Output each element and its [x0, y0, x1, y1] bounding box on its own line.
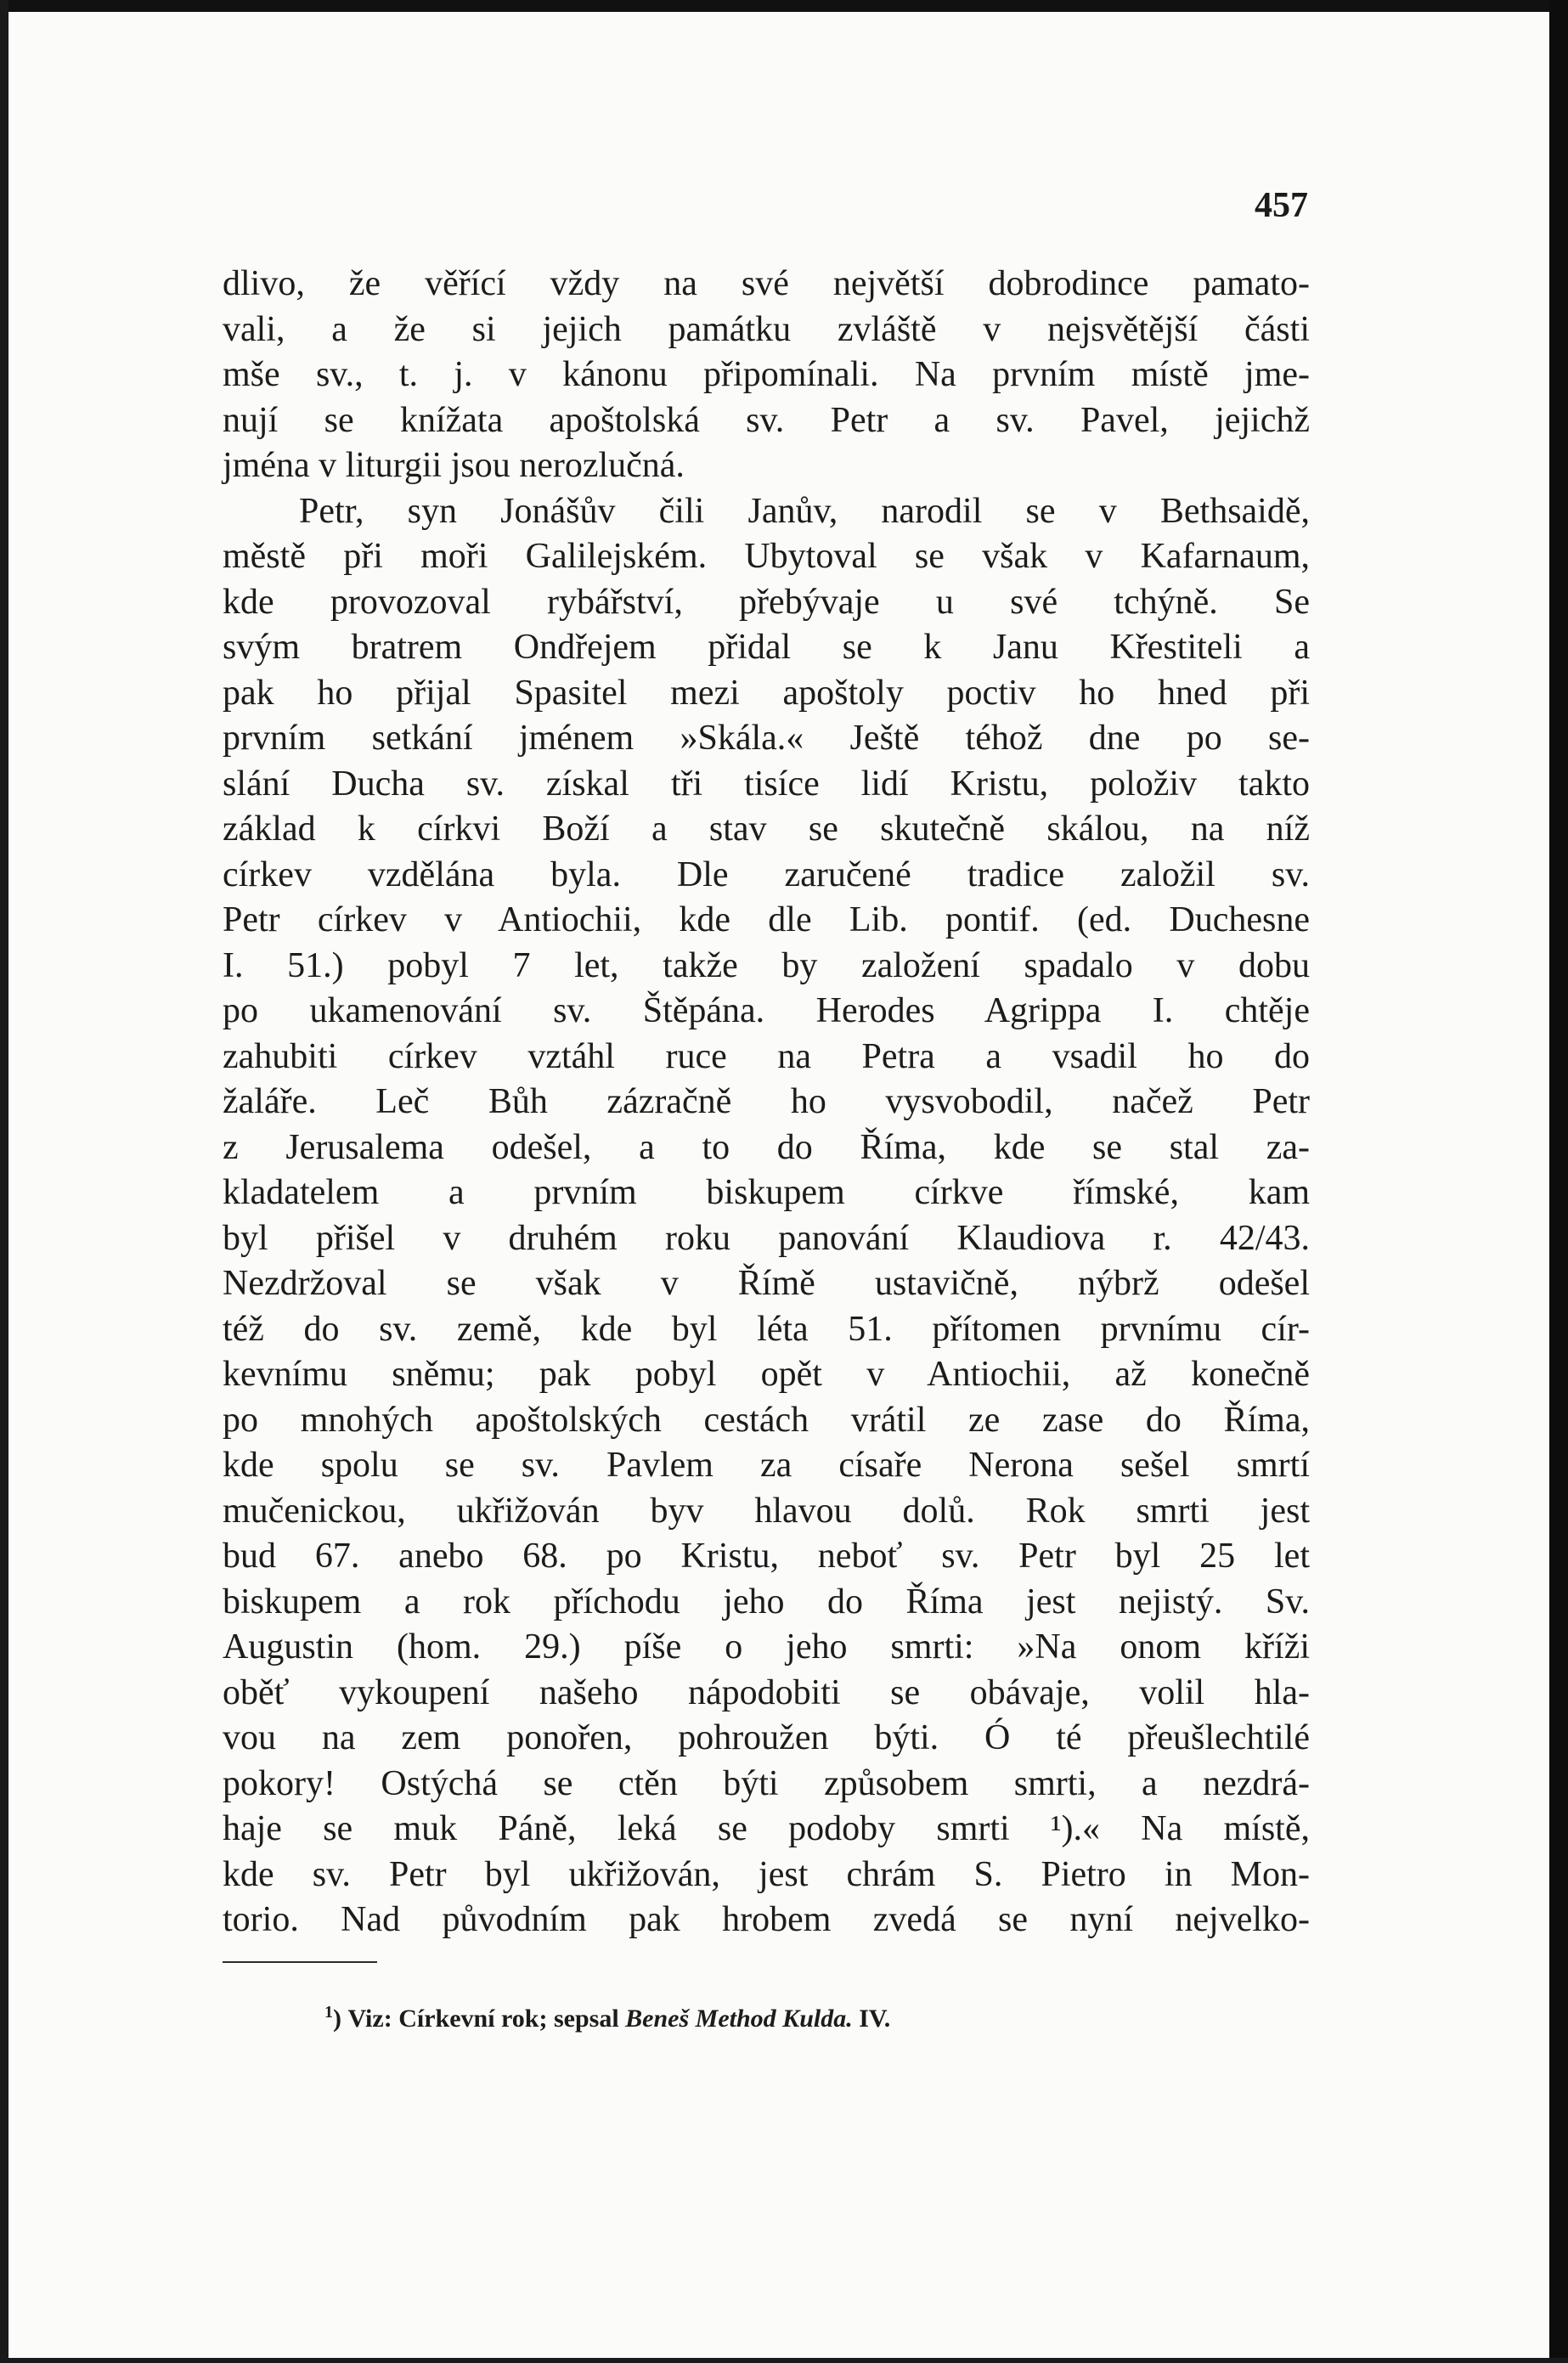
text-line: prvním setkání jménem »Skála.« Ještě téhož dne po se-	[223, 719, 1310, 758]
text-line: kladatelem a prvním biskupem církve římské, kam	[223, 1173, 1310, 1212]
text-line: slání Ducha sv. získal tři tisíce lidí Kristu, položiv takto	[223, 764, 1310, 804]
text-line: byl přišel v druhém roku panování Klaudiova r. 42/43.	[223, 1218, 1310, 1258]
footnote-author: Beneš Method Kulda.	[625, 2005, 853, 2033]
footnote-marker: 1	[324, 2003, 333, 2022]
text-line: z Jerusalema odešel, a to do Říma, kde se stal za-	[223, 1127, 1310, 1167]
scan-border-top	[0, 0, 1568, 12]
body-text	[223, 262, 1310, 1943]
text-line: torio. Nad původním pak hrobem zvedá se nyní nejvelko-	[223, 1900, 1310, 1939]
text-line: mše sv., t. j. v kánonu připomínali. Na prvním místě jme-	[223, 355, 1310, 394]
text-line: po mnohých apoštolských cestách vrátil ze zase do Říma,	[223, 1400, 1310, 1440]
text-line: též do sv. země, kde byl léta 51. přítomen prvnímu cír-	[223, 1309, 1310, 1349]
text-line: kde spolu se sv. Pavlem za císaře Nerona sešel smrtí	[223, 1446, 1310, 1485]
text-line: mučenickou, ukřižován byv hlavou dolů. Rok smrti jest	[223, 1491, 1310, 1531]
footnote: $^1$) Viz: Církevní rok; sepsal Beneš Method Kulda. IV.	[324, 2003, 891, 2033]
text-line: Petr církev v Antiochii, kde dle Lib. pontif. (ed. Duchesne	[223, 900, 1310, 939]
footnote-text: Viz: Církevní rok; sepsal	[347, 2005, 626, 2033]
text-line: po ukamenování sv. Štěpána. Herodes Agrippa I. chtěje	[223, 991, 1310, 1030]
text-line: městě při moři Galilejském. Ubytoval se však v Kafarnaum,	[223, 537, 1310, 576]
footnote-divider	[223, 1961, 377, 1963]
text-line: Nezdržoval se však v Římě ustavičně, nýbrž odešel	[223, 1264, 1310, 1303]
text-line: svým bratrem Ondřejem přidal se k Janu Křestiteli a	[223, 628, 1310, 667]
text-line: kevnímu sněmu; pak pobyl opět v Antiochii, až konečně	[223, 1355, 1310, 1394]
paragraph-start-line: Petr, syn Jonášův čili Janův, narodil se v Bethsaidě,	[299, 491, 1310, 531]
text-line: vou na zem ponořen, pohroužen býti. Ó té přeušlechtilé	[223, 1718, 1310, 1757]
scan-border-bottom	[0, 2358, 1568, 2363]
text-line: žaláře. Leč Bůh zázračně ho vysvobodil, načež Petr	[223, 1082, 1310, 1121]
footnote-volume: IV.	[852, 2005, 891, 2033]
text-line: základ k církvi Boží a stav se skutečně skálou, na níž	[223, 809, 1310, 849]
text-line: církev vzdělána byla. Dle zaručené tradice založil sv.	[223, 854, 1310, 894]
text-line: Augustin (hom. 29.) píše o jeho smrti: »Na onom kříži	[223, 1627, 1310, 1667]
text-line: zahubiti církev vztáhl ruce na Petra a vsadil ho do	[223, 1036, 1310, 1076]
page-number: 457	[1255, 186, 1308, 225]
text-line: oběť vykoupení našeho nápodobiti se obávaje, volil hla-	[223, 1672, 1310, 1712]
text-line: nují se knížata apoštolská sv. Petr a sv. Pavel, jejichž	[223, 400, 1310, 440]
scan-border-left	[0, 0, 8, 2363]
text-line: pak ho přijal Spasitel mezi apoštoly poctiv ho hned při	[223, 673, 1310, 713]
text-line: biskupem a rok příchodu jeho do Říma jest nejistý. Sv.	[223, 1582, 1310, 1621]
text-line: jména v liturgii jsou nerozlučná.	[223, 446, 685, 485]
text-line: I. 51.) pobyl 7 let, takže by založení spadalo v dobu	[223, 945, 1310, 985]
text-line: bud 67. anebo 68. po Kristu, neboť sv. Petr byl 25 let	[223, 1537, 1310, 1576]
text-line: haje se muk Páně, leká se podoby smrti ¹).« Na místě,	[223, 1809, 1310, 1848]
text-line: vali, a že si jejich památku zvláště v nejsvětější části	[223, 309, 1310, 349]
text-line: kde provozoval rybářství, přebývaje u své tchýně. Se	[223, 582, 1310, 622]
scan-border-right	[1549, 0, 1568, 2363]
text-line: dlivo, že věřící vždy na své největší dobrodince pamato-	[223, 264, 1310, 303]
text-line: kde sv. Petr byl ukřižován, jest chrám S. Pietro in Mon-	[223, 1854, 1310, 1894]
text-line: pokory! Ostýchá se ctěn býti způsobem smrti, a nezdrá-	[223, 1763, 1310, 1803]
